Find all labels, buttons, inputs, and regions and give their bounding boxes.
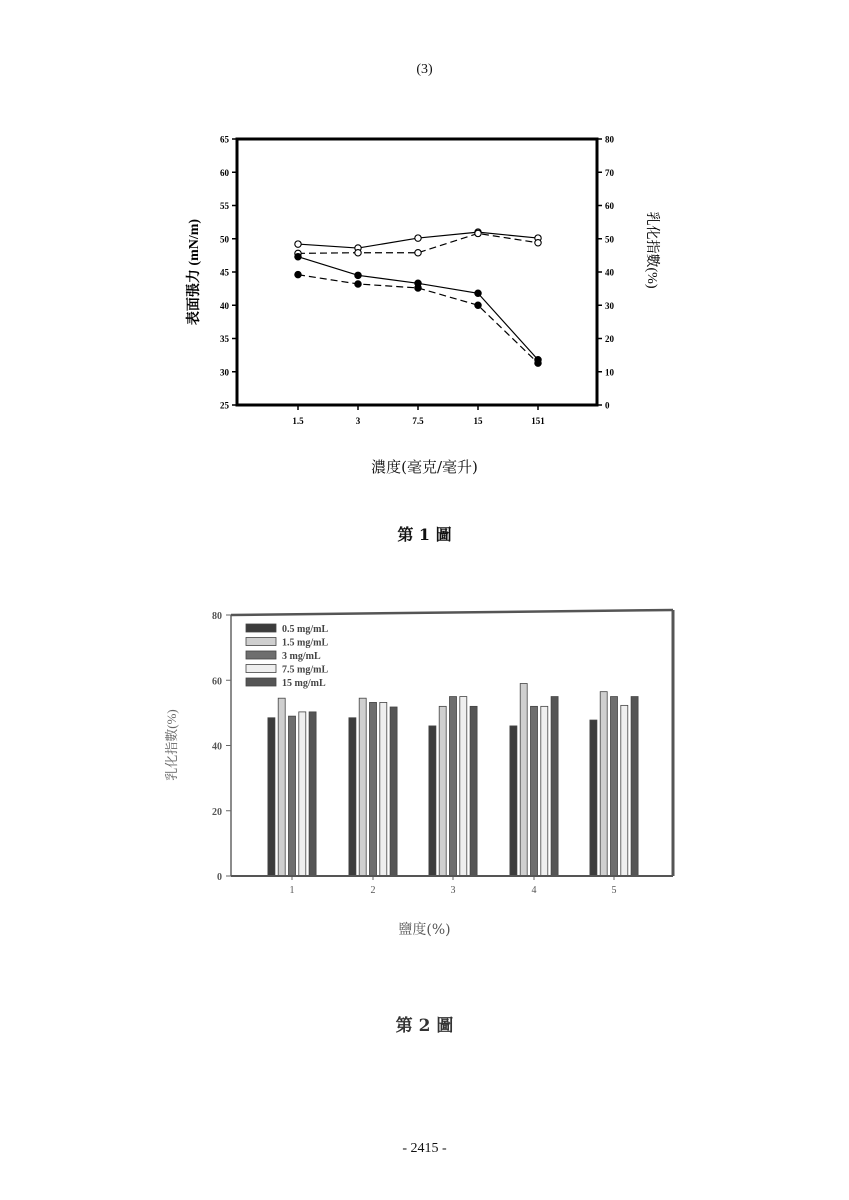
- figure-1-caption: 第 1 圖: [397, 525, 452, 544]
- figure-2-bar: [541, 706, 548, 876]
- figure-1-x-tick-label: 151: [531, 416, 545, 426]
- figure-2-bar: [470, 706, 477, 876]
- figure-2-x-tick-label: 3: [450, 885, 456, 896]
- figure-1-left-tick-label: 50: [220, 234, 229, 245]
- figure-1-data-point: [475, 302, 481, 308]
- figure-1-series-line: [298, 257, 538, 360]
- figure-2-x-tick-label: 1: [289, 885, 295, 896]
- figure-1-data-point: [355, 272, 361, 278]
- figure-1-x-axis-label: 濃度(毫克/毫升): [371, 458, 478, 476]
- figure-1-data-point: [355, 250, 361, 256]
- figure-2-caption: 第 2 圖: [395, 1016, 454, 1036]
- figure-1-x-tick-label: 1.5: [292, 416, 304, 426]
- figure-1-line-chart: [0, 0, 849, 500]
- figure-2-bar: [309, 712, 316, 876]
- figure-2-legend-swatch: [246, 638, 276, 646]
- figure-1-right-tick-label: 0: [605, 400, 610, 411]
- figure-1-right-tick-label: 40: [605, 267, 614, 278]
- figure-2-bar: [450, 697, 457, 876]
- figure-2-x-axis-label: 鹽度(%): [398, 922, 451, 938]
- figure-2-bar: [299, 712, 306, 876]
- figure-2-bar: [600, 692, 607, 876]
- figure-1-y-axis-label-right: 乳化指數(%): [644, 211, 659, 289]
- figure-2-y-tick-label: 60: [212, 676, 222, 688]
- figure-2-legend-swatch: [246, 665, 276, 673]
- figure-1-data-point: [415, 235, 421, 241]
- figure-1-right-tick-label: 20: [605, 334, 614, 344]
- figure-2-bar: [390, 707, 397, 876]
- figure-1-left-tick-label: 65: [220, 134, 229, 145]
- figure-1-left-tick-label: 45: [220, 267, 229, 278]
- figure-1-data-point: [295, 241, 301, 247]
- figure-1-data-point: [535, 240, 541, 246]
- figure-2-legend: [246, 624, 328, 689]
- figure-2-bar: [510, 726, 517, 876]
- figure-1-left-tick-label: 60: [220, 167, 229, 178]
- figure-2-x-tick-label: 5: [611, 885, 617, 896]
- figure-1-data-point: [295, 254, 301, 260]
- figure-2-bar: [268, 718, 275, 876]
- figure-1-left-tick-label: 30: [220, 367, 229, 378]
- figure-1-plot-frame: [237, 139, 597, 405]
- page-header-label: (3): [416, 62, 433, 77]
- figure-2-y-tick-label: 80: [212, 611, 222, 622]
- figure-2-bar: [520, 684, 527, 876]
- figure-2-bar: [460, 697, 467, 876]
- figure-1-right-tick-label: 10: [605, 367, 614, 378]
- figure-1-x-tick-label: 7.5: [412, 416, 424, 426]
- figure-2-bar: [631, 697, 638, 876]
- figure-1-left-tick-label: 25: [220, 400, 229, 411]
- figure-1-right-tick-label: 30: [605, 300, 614, 311]
- figure-2-legend-label: 15 mg/mL: [282, 678, 326, 689]
- figure-2-bar: [439, 706, 446, 876]
- figure-1-x-tick-label: 3: [355, 416, 361, 426]
- figure-2-legend-label: 3 mg/mL: [282, 651, 321, 662]
- figure-2-bar: [621, 705, 628, 876]
- figure-2-legend-swatch: [246, 624, 276, 632]
- figure-1-y-axis-label-left: 表面張力 (mN/m): [187, 218, 202, 326]
- figure-1-right-tick-label: 70: [605, 167, 614, 178]
- figure-2-bar: [359, 698, 366, 876]
- figure-1-data-point: [355, 281, 361, 287]
- figure-2-bar: [349, 718, 356, 876]
- figure-2-top-border: [231, 610, 673, 615]
- figure-2-y-tick-label: 40: [212, 741, 222, 753]
- figure-1-data-point: [415, 285, 421, 291]
- figure-1-x-tick-label: 15: [473, 416, 483, 426]
- figure-2-bar: [278, 698, 285, 876]
- figure-1-left-tick-label: 55: [220, 201, 229, 211]
- figure-2-y-axis-label: 乳化指數(%): [164, 709, 179, 781]
- figure-2-y-tick-label: 0: [217, 872, 222, 883]
- figure-1-left-tick-label: 40: [220, 300, 229, 311]
- figure-2-bar: [590, 720, 597, 876]
- figure-1-data-point: [475, 290, 481, 296]
- figure-1-left-tick-label: 35: [220, 334, 229, 344]
- figure-2-bar: [370, 702, 377, 876]
- figure-1-data-point: [415, 250, 421, 256]
- figure-2-legend-swatch: [246, 651, 276, 659]
- figure-2-legend-label: 0.5 mg/mL: [282, 624, 329, 635]
- page-number: - 2415 -: [402, 1141, 447, 1156]
- figure-1-right-tick-label: 80: [605, 134, 614, 145]
- figure-2-legend-label: 1.5 mg/mL: [282, 637, 329, 649]
- figure-2-bar: [611, 697, 618, 876]
- figure-2-legend-label: 7.5 mg/mL: [282, 664, 329, 676]
- figure-2-legend-swatch: [246, 678, 276, 686]
- figure-2-bar: [551, 697, 558, 876]
- figure-2-bar: [380, 702, 387, 876]
- figure-1-right-tick-label: 50: [605, 234, 614, 245]
- figure-2-bar: [289, 716, 296, 876]
- figure-2-bar: [429, 726, 436, 876]
- figure-2-x-tick-label: 2: [370, 885, 376, 896]
- figure-1-data-point: [535, 360, 541, 366]
- figure-2-x-tick-label: 4: [531, 885, 537, 896]
- figure-2-bar: [531, 706, 538, 876]
- figure-1-data-point: [295, 271, 301, 277]
- figure-2-bar-chart: [0, 580, 849, 910]
- figure-1-right-tick-label: 60: [605, 201, 614, 211]
- figure-2-y-tick-label: 20: [212, 806, 222, 818]
- figure-1-data-point: [475, 230, 481, 236]
